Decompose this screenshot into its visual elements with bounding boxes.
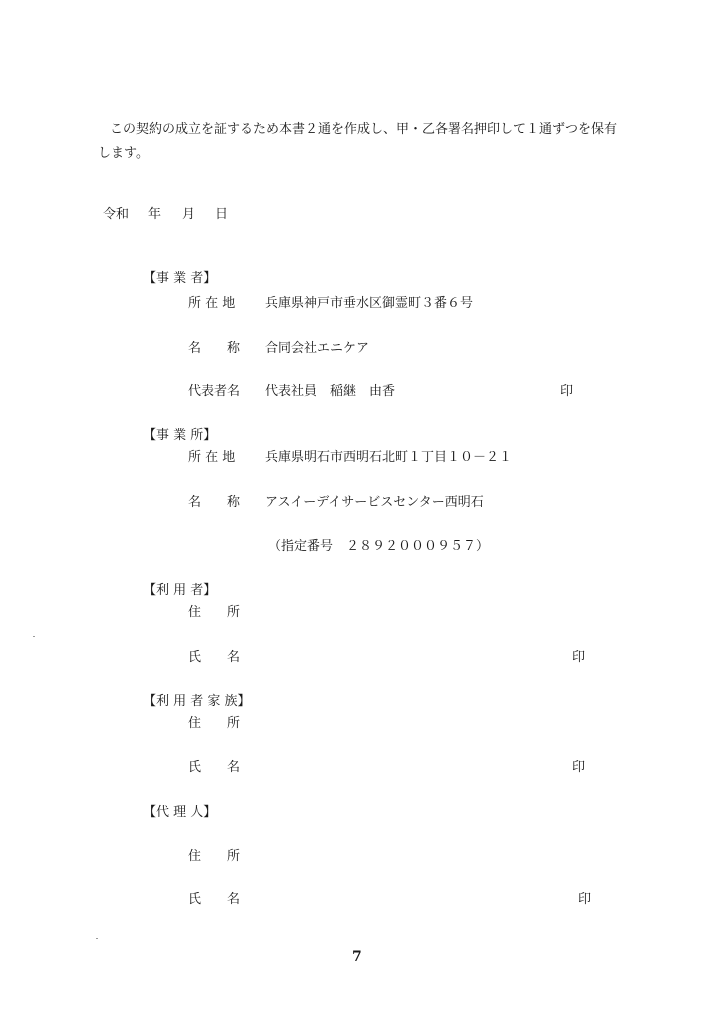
agent-name-label: 氏 名 [188,892,241,907]
operator-address-value: 兵庫県神戸市垂水区御霊町３番６号 [265,296,474,311]
intro-line-1: この契約の成立を証するため本書２通を作成し、甲・乙各署名押印して１通ずつを保有 [110,122,618,137]
operator-address-label: 所 在 地 [188,296,236,311]
operator-seal-mark: 印 [560,384,574,399]
office-designation-number: （指定番号 ２８９２０００９５７） [268,539,490,554]
family-heading: 【利 用 者 家 族】 [143,694,251,709]
office-address-value: 兵庫県明石市西明石北町１丁目１０－２１ [265,450,513,465]
date-year: 年 [148,207,162,222]
agent-seal-mark: 印 [578,892,592,907]
operator-rep-label: 代表者名 [188,384,241,399]
intro-line-2: します。 [98,146,149,161]
operator-heading: 【事 業 者】 [143,271,217,286]
date-month: 月 [182,207,196,222]
date-era: 令和 [103,207,130,222]
scan-speck [96,938,98,939]
family-seal-mark: 印 [572,760,586,775]
operator-name-value: 合同会社エニケア [265,341,370,356]
scan-speck [33,636,35,637]
family-address-label: 住 所 [188,716,241,731]
office-name-label: 名 称 [188,495,241,510]
office-name-value: アスイーデイサービスセンター西明石 [265,495,484,510]
operator-rep-value: 代表社員 稲継 由香 [265,384,396,399]
user-name-label: 氏 名 [188,650,241,665]
user-seal-mark: 印 [572,650,586,665]
page-number: 7 [352,949,362,965]
user-heading: 【利 用 者】 [143,583,217,598]
family-name-label: 氏 名 [188,760,241,775]
agent-address-label: 住 所 [188,849,241,864]
office-heading: 【事 業 所】 [143,428,217,443]
agent-heading: 【代 理 人】 [143,805,217,820]
office-address-label: 所 在 地 [188,450,236,465]
user-address-label: 住 所 [188,605,241,620]
date-day: 日 [215,207,229,222]
operator-name-label: 名 称 [188,341,241,356]
